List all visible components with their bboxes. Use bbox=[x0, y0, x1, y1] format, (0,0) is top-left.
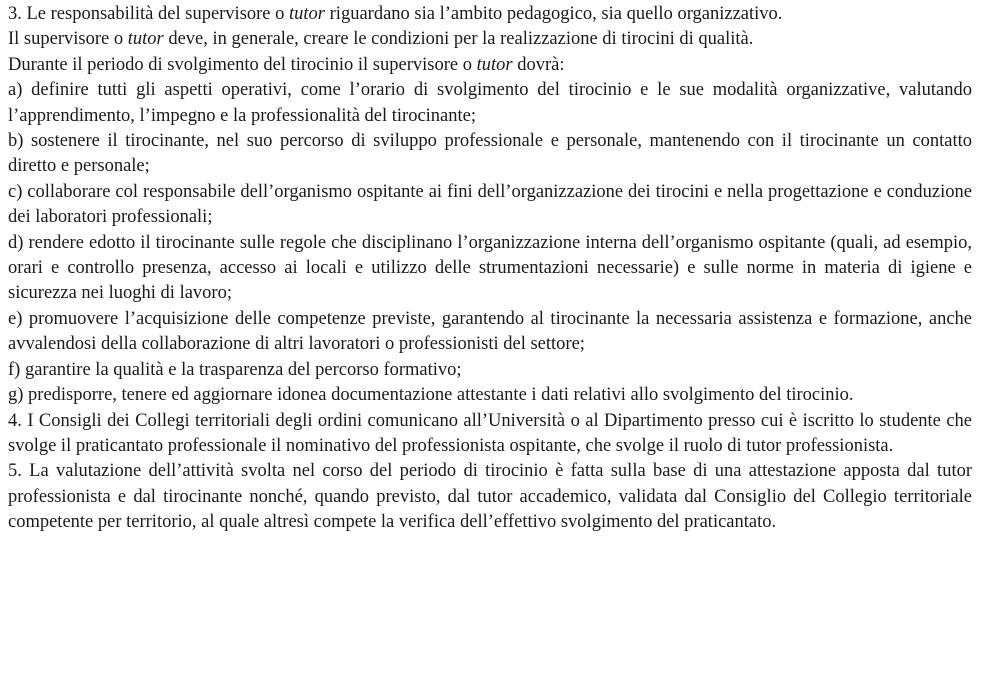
document-body bbox=[8, 2, 972, 536]
paragraph-3-during: Durante il periodo di svolgimento del tirocinio il supervisore o tutor dovrà: bbox=[8, 54, 565, 75]
paragraph-3-responsibilities: 3. Le responsabilità del supervisore o tutor riguardano sia l’ambito pedagogico, sia quello organizzativo. bbox=[8, 4, 783, 24]
list-item-c: c) collaborare col responsabile dell’organismo ospitante ai fini dell’organizzazione dei tirocini e nella progettazione e conduzione dei laboratori professionali; bbox=[8, 181, 972, 228]
italic-term: tutor bbox=[127, 29, 164, 50]
list-item-b: b) sostenere il tirocinante, nel suo percorso di sviluppo professionale e personale, mantenendo con il tirocinante un contatto diretto e personale; bbox=[8, 131, 972, 177]
list-item-g: g) predisporre, tenere ed aggiornare idonea documentazione attestante i dati relativi allo svolgimento del tirocinio. bbox=[8, 385, 854, 406]
italic-term: tutor bbox=[476, 54, 513, 75]
list-item-a: a) definire tutti gli aspetti operativi, come l’orario di svolgimento del tirocinio e le sue modalità organizzative, valutando l’apprendimento, l’impegno e la professionalità del tirocinante; bbox=[8, 80, 972, 126]
list-item-e: e) promuovere l’acquisizione delle competenze previste, garantendo al tirocinante la necessaria assistenza e formazione, anche avvalendosi della collaborazione di altri lavoratori o professionisti del settore; bbox=[8, 308, 972, 355]
italic-term: tutor bbox=[289, 4, 326, 24]
list-item-d: d) rendere edotto il tirocinante sulle regole che disciplinano l’organizzazione interna dell’organismo ospitante (quali, ad esempio, orari e controllo presenza, accesso ai locali e utilizzo delle strumentazioni necessarie) e sulle norme in materia di igiene e sicurezza nei luoghi di lavoro; bbox=[8, 232, 972, 304]
list-item-f: f) garantire la qualità e la trasparenza del percorso formativo; bbox=[8, 359, 462, 380]
paragraph-5: 5. La valutazione dell’attività svolta nel corso del periodo di tirocinio è fatta sulla base di una attestazione apposta dal tutor professionista e dal tirocinante nonché, quando previsto, dal tutor accademico, validata dal Consiglio del Collegio territoriale competente per territorio, al quale altresì compete la verifica dell’effettivo svolgimento del praticantato. bbox=[8, 461, 972, 533]
paragraph-4: 4. I Consigli dei Collegi territoriali degli ordini comunicano all’Università o al Dipartimento presso cui è iscritto lo studente che svolge il praticantato professionale il nominativo del professionista ospitante, che svolge il ruolo di tutor professionista. bbox=[8, 410, 972, 456]
paragraph-3-general: Il supervisore o tutor deve, in generale, creare le condizioni per la realizzazione di tirocini di qualità. bbox=[8, 29, 754, 50]
